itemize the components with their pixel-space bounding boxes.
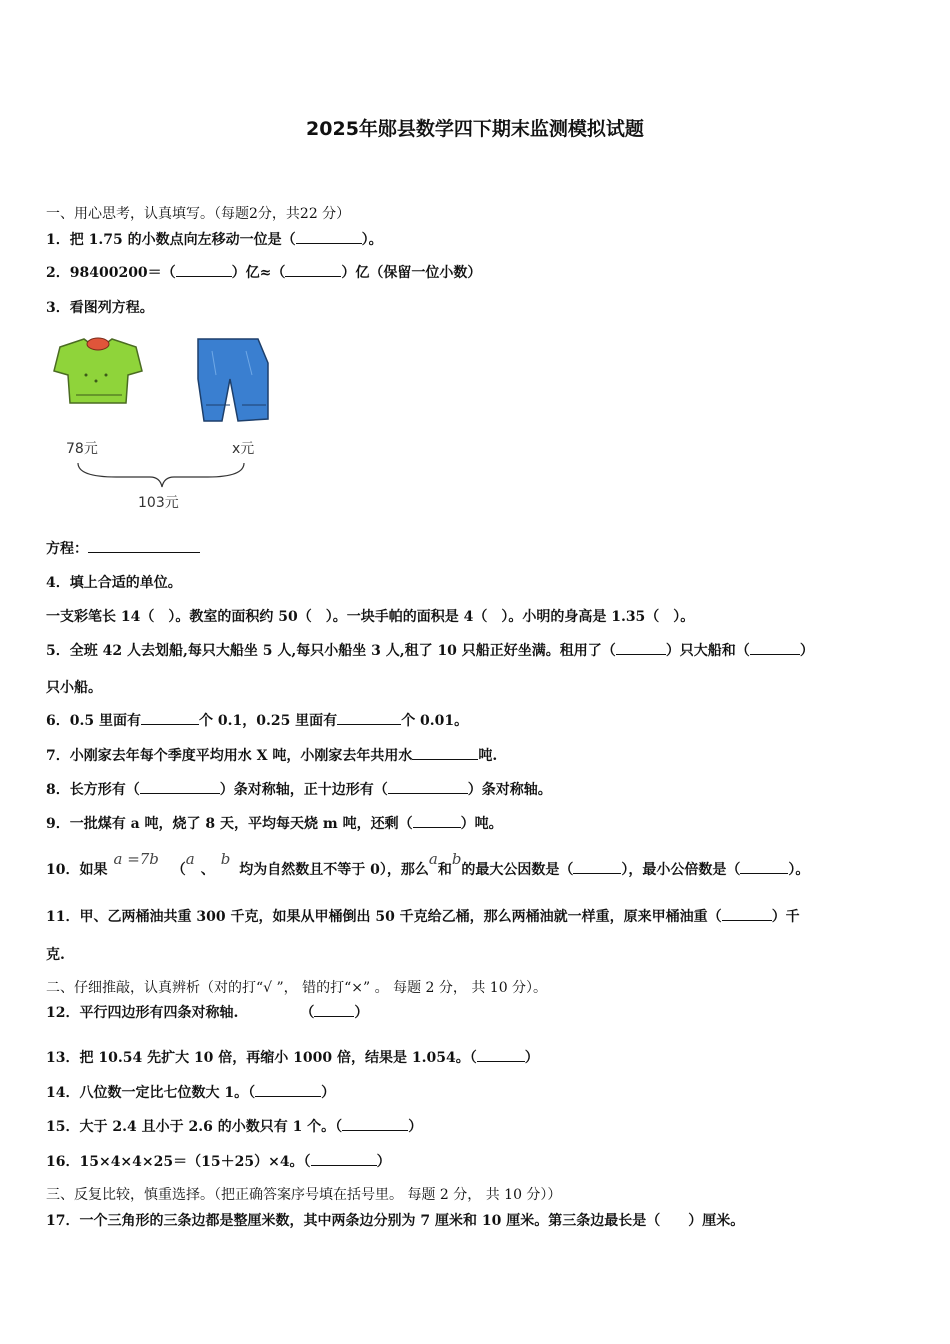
answer-blank[interactable] [722, 908, 772, 921]
question-12: 12．平行四边形有四条对称轴. （ ） [46, 1005, 369, 1021]
answer-blank[interactable] [255, 1084, 321, 1097]
question-16: 16．15×4×4×25＝（15＋25）×4。（ ） [46, 1154, 391, 1170]
section-1-heading: 一、用心思考，认真填写。（每题2分，共22 分） [46, 206, 351, 222]
shirt-pants-figure [46, 335, 286, 520]
question-1: 1．把 1.75 的小数点向左移动一位是（ ）。 [46, 232, 383, 248]
answer-blank[interactable] [750, 642, 800, 655]
question-4: 4．填上合适的单位。 [46, 575, 182, 591]
question-11-cont: 克. [46, 947, 65, 963]
answer-blank[interactable] [413, 815, 461, 828]
answer-blank[interactable] [412, 747, 478, 760]
jeans-icon [198, 339, 268, 421]
answer-blank[interactable] [573, 861, 621, 874]
question-3: 3．看图列方程。 [46, 300, 154, 316]
question-9: 9．一批煤有 a 吨，烧了 8 天，平均每天烧 m 吨，还剩（ ）吨。 [46, 816, 503, 832]
question-2: 2．98400200＝（ ）亿≈（ ）亿（保留一位小数） [46, 265, 482, 281]
question-5: 5．全班 42 人去划船,每只大船坐 5 人,每只小船坐 3 人,租了 10 只船正好坐满。租用了（ ）只大船和（ ） [46, 643, 814, 659]
question-10: 10．如果a =7b （a、b 均为自然数且不等于 0），那么a和b的最大公因数是（ ），最小公倍数是（ ）。 [46, 850, 810, 878]
answer-blank[interactable] [314, 1004, 354, 1017]
question-11: 11．甲、乙两桶油共重 300 千克，如果从甲桶倒出 50 千克给乙桶，那么两桶油就一样重，原来甲桶油重（ ）千 [46, 909, 800, 925]
page-title: 2025年郧县数学四下期末监测模拟试题 [306, 118, 644, 140]
section-3-heading: 三、反复比较，慎重选择。（把正确答案序号填在括号里。 每题 2 分， 共 10 分）） [46, 1187, 562, 1203]
question-13: 13．把 10.54 先扩大 10 倍，再缩小 1000 倍，结果是 1.054。（ ） [46, 1050, 539, 1066]
answer-blank[interactable] [296, 231, 362, 244]
answer-blank[interactable] [176, 264, 232, 277]
section-2-heading: 二、仔细推敲，认真辨析（对的打“√ ”， 错的打“×” 。 每题 2 分， 共 10 分）。 [46, 980, 548, 996]
figure-right-label: x元 [232, 441, 255, 457]
answer-blank[interactable] [388, 781, 468, 794]
equation-blank[interactable] [88, 540, 200, 553]
question-14: 14．八位数一定比七位数大 1。（ ） [46, 1085, 336, 1101]
tshirt-icon [54, 338, 142, 403]
equation-line: 方程： [46, 538, 200, 558]
answer-blank[interactable] [337, 712, 401, 725]
question-7: 7．小刚家去年每个季度平均用水 X 吨，小刚家去年共用水 吨. [46, 748, 498, 764]
answer-blank[interactable] [616, 642, 666, 655]
formula: a =7b [113, 850, 159, 868]
question-8: 8．长方形有（ ）条对称轴，正十边形有（ ）条对称轴。 [46, 782, 552, 798]
answer-blank[interactable] [285, 264, 341, 277]
answer-blank[interactable] [141, 712, 199, 725]
answer-blank[interactable] [740, 861, 788, 874]
answer-blank[interactable] [477, 1049, 525, 1062]
figure-left-label: 78元 [66, 441, 98, 457]
question-5-cont: 只小船。 [46, 680, 102, 696]
answer-blank[interactable] [311, 1153, 377, 1166]
question-17: 17．一个三角形的三条边都是整厘米数，其中两条边分别为 7 厘米和 10 厘米。第三条边最长是（ ）厘米。 [46, 1213, 745, 1229]
question-6: 6．0.5 里面有 个 0.1，0.25 里面有 个 0.01。 [46, 713, 469, 729]
brace [78, 463, 244, 487]
question-4-items: 一支彩笔长 14（ ）。教室的面积约 50（ ）。一块手帕的面积是 4（ ）。小明的身高是 1.35（ ）。 [46, 609, 695, 625]
figure-total-label: 103元 [138, 495, 179, 511]
question-15: 15．大于 2.4 且小于 2.6 的小数只有 1 个。（ ） [46, 1119, 423, 1135]
answer-blank[interactable] [342, 1118, 408, 1131]
answer-blank[interactable] [140, 781, 220, 794]
